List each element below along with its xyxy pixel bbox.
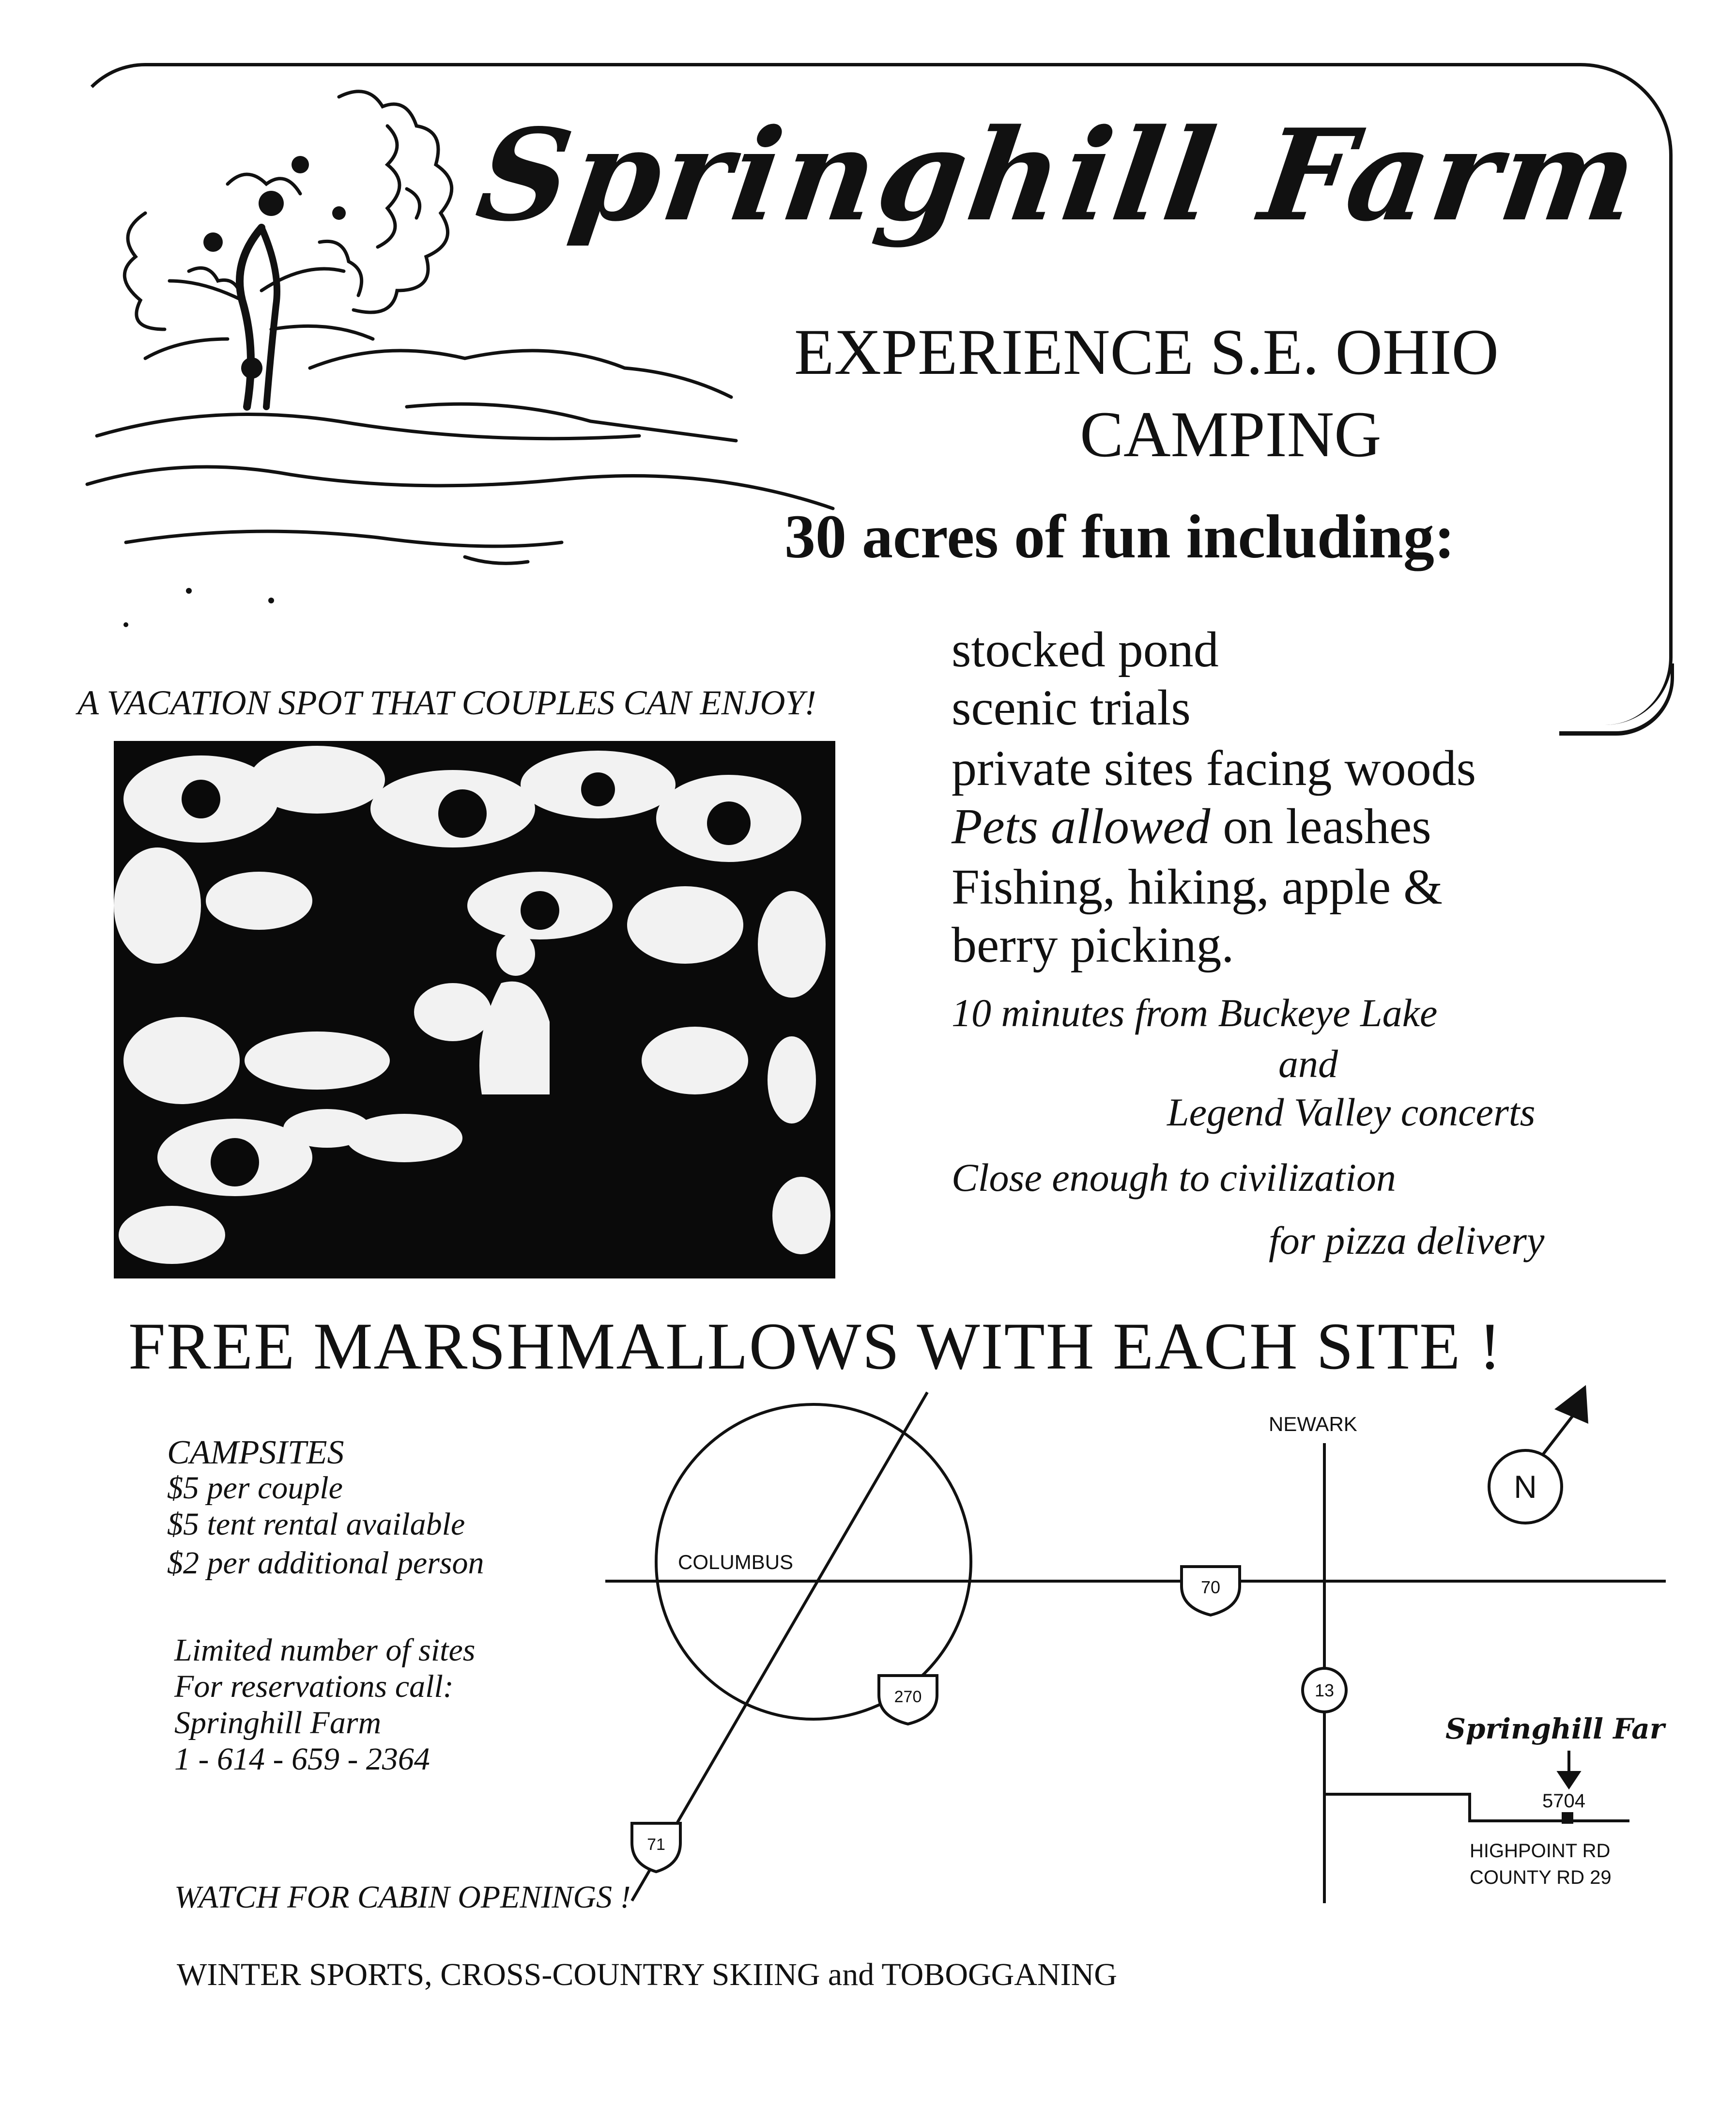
farm-marker-icon (1563, 1814, 1572, 1822)
map-route-270-label: 270 (894, 1688, 922, 1706)
pets-leash-text: on leashes (1210, 799, 1431, 854)
feature-stocked-pond: stocked pond (952, 622, 1219, 677)
map-address-label: 5704 (1542, 1790, 1585, 1812)
map-newark-label: NEWARK (1269, 1413, 1357, 1435)
additional-person: $2 per additional person (167, 1545, 484, 1581)
map-north-label: N (1514, 1469, 1537, 1505)
note-legend-valley: Legend Valley concerts (1167, 1090, 1536, 1134)
note-and: and (1278, 1042, 1338, 1086)
reservations-farm-name: Springhill Farm (174, 1705, 382, 1740)
headline-camping: CAMPING (1080, 399, 1382, 471)
feature-private-sites: private sites facing woods (952, 740, 1476, 796)
map-county-road-label: COUNTY RD 29 (1470, 1867, 1612, 1888)
note-buckeye-lake: 10 minutes from Buckeye Lake (952, 991, 1438, 1035)
map-route-13-label: 13 (1314, 1680, 1335, 1700)
tent-rental: $5 tent rental available (167, 1507, 465, 1542)
map-route-71-label: 71 (647, 1835, 665, 1854)
cabin-openings: WATCH FOR CABIN OPENINGS ! (174, 1879, 631, 1915)
limited-sites: Limited number of sites (174, 1632, 476, 1668)
map-route-70-label: 70 (1200, 1577, 1221, 1597)
map-farm-label: Springhill Far (1445, 1712, 1665, 1745)
winter-sports: WINTER SPORTS, CROSS-COUNTRY SKIING and TOBOGGANING (177, 1957, 1117, 1992)
headline-acres: 30 acres of fun including: (784, 502, 1455, 571)
price-per-couple: $5 per couple (167, 1470, 343, 1506)
free-marshmallows-headline: FREE MARSHMALLOWS WITH EACH SITE ! (128, 1309, 1502, 1383)
reservations-call: For reservations call: (174, 1669, 454, 1704)
note-civilization: Close enough to civilization (952, 1155, 1396, 1200)
tagline: A VACATION SPOT THAT COUPLES CAN ENJOY! (77, 683, 816, 722)
map-highpoint-label: HIGHPOINT RD (1470, 1840, 1611, 1862)
phone-number: 1 - 614 - 659 - 2364 (174, 1741, 430, 1777)
map-columbus-label: COLUMBUS (678, 1551, 794, 1573)
feature-fishing: Fishing, hiking, apple & (952, 859, 1443, 915)
note-pizza: for pizza delivery (1269, 1218, 1545, 1262)
campsites-title: CAMPSITES (167, 1434, 344, 1471)
pets-allowed-emphasis: Pets allowed (952, 799, 1211, 854)
feature-berry-picking: berry picking. (952, 917, 1234, 973)
feature-scenic-trials: scenic trials (952, 680, 1191, 736)
farm-title: Springhill Farm (469, 102, 1649, 249)
headline-experience: EXPERIENCE S.E. OHIO (794, 316, 1499, 388)
farm-arrow-icon (1559, 1772, 1579, 1787)
